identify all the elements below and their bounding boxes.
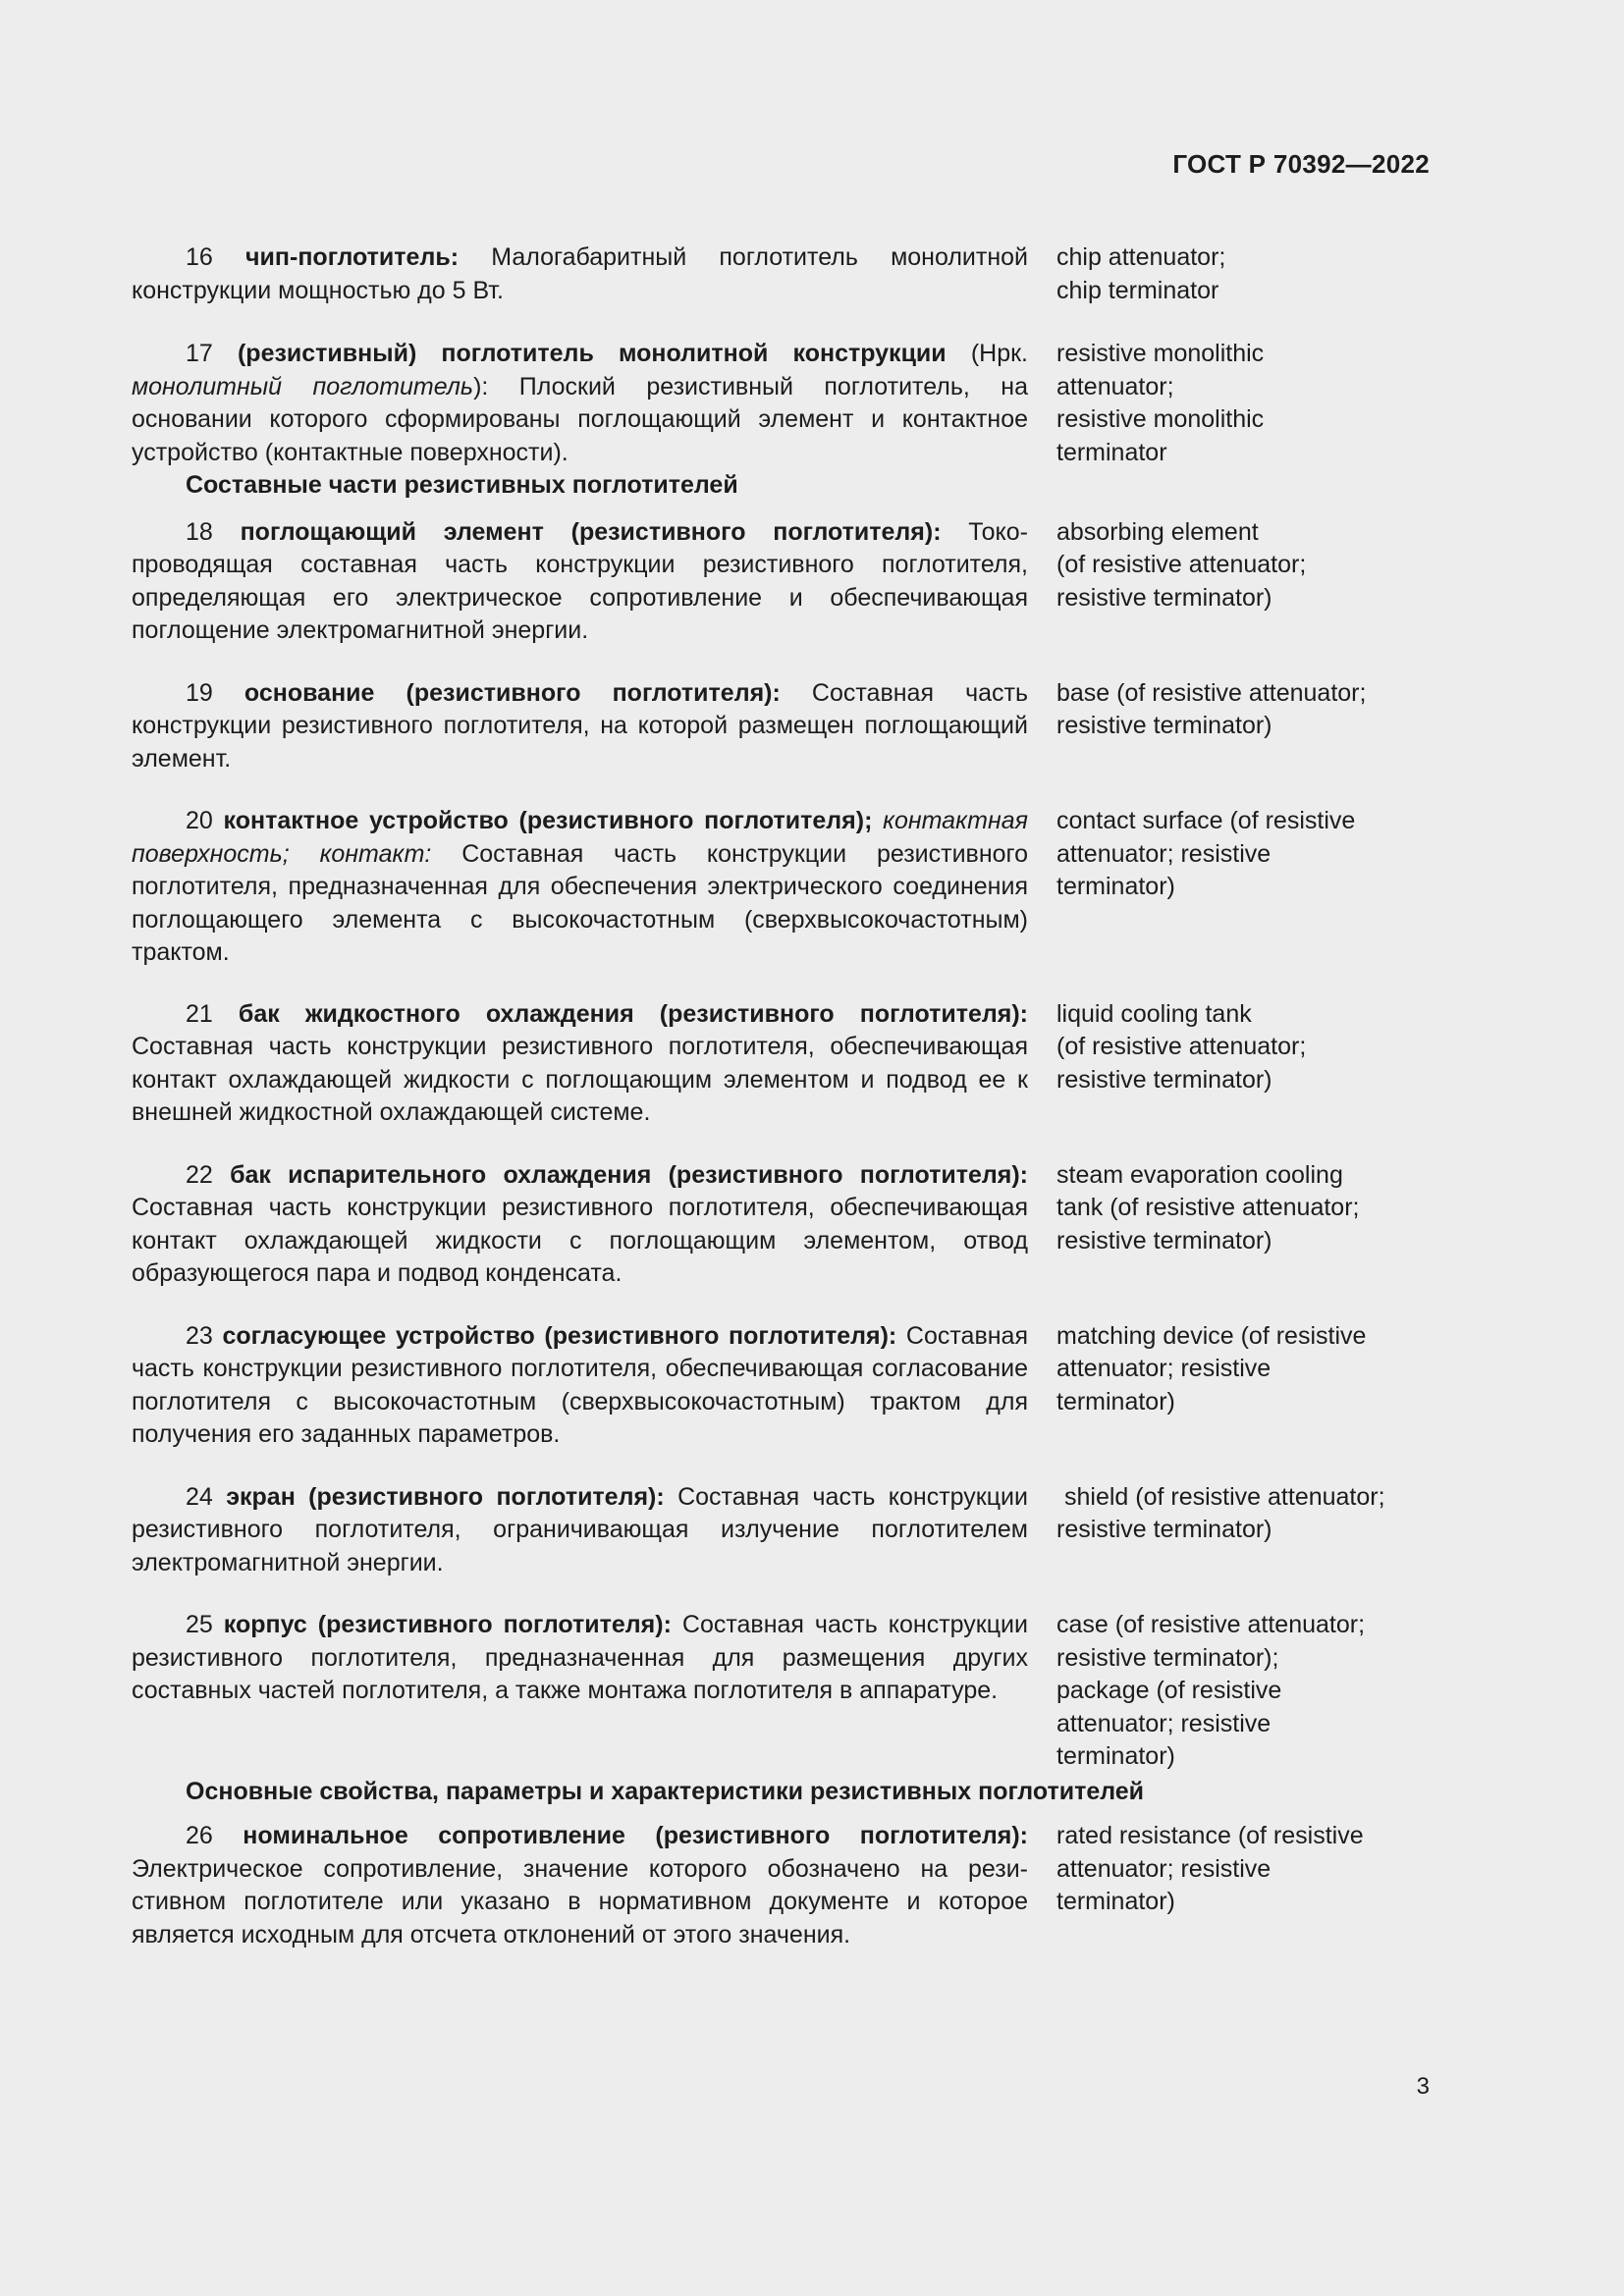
english-line: shield (of resistive attenuator; <box>1064 1482 1385 1511</box>
term-text: Электрическое сопротивление, значение которого обозначено на резистивном поглотителе или указано в нормативном документе и которое является исходным для отсчета отклонений от этого значения. <box>132 1854 1028 1949</box>
term-english-19 <box>1056 677 1430 776</box>
term-title: экран (резистивного поглотителя): <box>226 1482 665 1511</box>
english-line: absorbing element <box>1056 517 1259 546</box>
term-number: 19 <box>186 678 213 707</box>
english-line: attenuator; resistive <box>1056 1854 1272 1883</box>
english-line: resistive monolithic <box>1056 340 1265 367</box>
term-text: Токопроводящая составная часть конструкции резистивного поглотителя, определяющая его электрическое сопротивление и обеспечивающая поглощение электромагнитной энергии. <box>132 517 1028 644</box>
english-line: (of resistive attenuator; <box>1056 551 1307 578</box>
english-line: resistive terminator) <box>1056 1226 1272 1255</box>
term-definition-22 <box>132 1159 1028 1291</box>
english-line: resistive terminator) <box>1056 712 1272 739</box>
term-english-20 <box>1056 805 1430 970</box>
english-line: attenuator; resistive <box>1056 1709 1272 1737</box>
term-text: (Нрк. <box>946 340 1028 367</box>
english-line: steam evaporation cooling <box>1056 1160 1343 1189</box>
english-line: tank (of resistive attenuator; <box>1056 1194 1360 1221</box>
term-title: поглощающий элемент (резистивного поглотителя): <box>240 517 942 546</box>
term-definition-19 <box>132 677 1028 776</box>
term-number: 18 <box>186 517 213 546</box>
english-line: terminator) <box>1056 1888 1175 1915</box>
term-synonym: монолитный поглотитель <box>132 372 474 400</box>
term-number: 24 <box>186 1482 213 1511</box>
english-line: terminator) <box>1056 1742 1175 1770</box>
english-line: chip terminator <box>1056 276 1219 304</box>
terms-content <box>132 241 1430 1951</box>
term-title: (резистивный) поглотитель монолитной конструкции <box>237 340 947 367</box>
term-number: 17 <box>186 340 213 367</box>
term-text: ): Плоский резистивный поглотитель, на основании которого сформированы поглощающий элемент и контактное устройство (контактные поверхности). <box>132 372 1028 466</box>
term-english-23 <box>1056 1320 1430 1452</box>
term-title: бак жидкостного охлаждения (резистивного поглотителя): <box>238 999 1029 1028</box>
term-number: 22 <box>186 1160 213 1189</box>
standard-header: ГОСТ Р 70392—2022 <box>1172 149 1430 179</box>
english-line: resistive terminator) <box>1056 583 1272 612</box>
english-line: terminator <box>1056 438 1167 466</box>
term-entry-22 <box>132 1159 1430 1291</box>
english-line: resistive terminator) <box>1056 1516 1272 1543</box>
term-entry-19 <box>132 677 1430 776</box>
term-definition-21 <box>132 998 1028 1130</box>
term-definition-18 <box>132 516 1028 648</box>
term-english-17 <box>1056 338 1430 469</box>
english-line: (of resistive attenuator; <box>1056 1033 1307 1060</box>
term-entry-18 <box>132 516 1430 648</box>
english-line: terminator) <box>1056 1387 1175 1415</box>
english-line: rated resistance (of resistive <box>1056 1822 1364 1849</box>
english-line: attenuator; <box>1056 372 1174 400</box>
term-synonym: контактная поверхность; контакт: <box>132 807 1028 868</box>
english-line: liquid cooling tank <box>1056 999 1252 1028</box>
term-text: Составная часть конструкции резистивного поглотителя, обеспечивающая контакт охлаждающей жидкости с поглощающим элементом, отвод образующегося пара и подвод конденсата. <box>132 1194 1028 1287</box>
term-text: Составная часть конструкции резистивного поглотителя, предназначенная для обеспечения электрического соединения поглощающего элемента с высокочастотным (сверхвысокочастотным) трактом. <box>132 839 1029 966</box>
term-english-24 <box>1056 1481 1430 1580</box>
term-english-21 <box>1056 998 1430 1130</box>
page-number: 3 <box>1416 2073 1430 2100</box>
term-definition-25 <box>132 1609 1028 1774</box>
term-definition-17 <box>132 338 1028 469</box>
section-heading-properties: Основные свойства, параметры и характеристики резистивных поглотителей <box>186 1777 1145 1805</box>
english-line: chip attenuator; <box>1056 243 1226 271</box>
english-line: resistive monolithic <box>1056 405 1265 433</box>
term-english-26 <box>1056 1820 1430 1951</box>
term-entry-16 <box>132 241 1430 307</box>
term-definition-20 <box>132 805 1028 970</box>
term-definition-16 <box>132 241 1028 307</box>
english-line: attenuator; resistive <box>1056 839 1272 868</box>
term-english-16 <box>1056 241 1430 307</box>
term-title: корпус (резистивного поглотителя): <box>223 1611 672 1638</box>
english-line: package (of resistive <box>1056 1677 1282 1704</box>
term-english-25 <box>1056 1609 1430 1774</box>
english-line: contact surface (of resistive <box>1056 807 1356 834</box>
term-text: Составная часть конструкции резистивного поглотителя, предназначенная для размещения других составных частей поглотителя, а также монтажа поглотителя в аппаратуре. <box>132 1611 1028 1704</box>
term-text: Составная часть конструкции резистивного поглотителя, ограничивающая излучение поглотителем электромагнитной энергии. <box>132 1482 1028 1576</box>
term-entry-26 <box>132 1820 1430 1951</box>
english-line: case (of resistive attenuator; <box>1056 1611 1366 1638</box>
term-number: 20 <box>186 807 213 834</box>
term-title: чип-поглотитель: <box>245 243 460 271</box>
term-title: основание (резистивного поглотителя): <box>244 678 781 707</box>
english-line: resistive terminator); <box>1056 1643 1279 1672</box>
term-number: 16 <box>186 243 213 271</box>
term-entry-21 <box>132 998 1430 1130</box>
term-english-22 <box>1056 1159 1430 1291</box>
english-line: attenuator; resistive <box>1056 1355 1272 1382</box>
english-line: base (of resistive attenuator; <box>1056 678 1367 707</box>
term-title: бак испарительного охлаждения (резистивного поглотителя): <box>230 1160 1028 1189</box>
term-title: номинальное сопротивление (резистивного поглотителя): <box>243 1822 1028 1849</box>
term-number: 23 <box>186 1321 213 1350</box>
term-text: Составная часть конструкции резистивного поглотителя, обеспечивающая контакт охлаждающей жидкости с поглощающим элементом и подвод ее к внешней жидкостной охлаждающей системе. <box>132 1033 1028 1126</box>
english-line: terminator) <box>1056 873 1175 900</box>
term-entry-24 <box>132 1481 1430 1580</box>
term-definition-24 <box>132 1481 1028 1580</box>
term-definition-23 <box>132 1320 1028 1452</box>
term-title: контактное устройство (резистивного поглотителя); <box>223 807 873 834</box>
term-entry-20 <box>132 805 1430 970</box>
term-title: согласующее устройство (резистивного поглотителя): <box>222 1321 897 1350</box>
term-text: Составная часть конструкции резистивного поглотителя, на которой размещен поглощающий элемент. <box>132 678 1028 773</box>
term-entry-25 <box>132 1609 1430 1774</box>
term-entry-23 <box>132 1320 1430 1452</box>
term-english-18 <box>1056 516 1430 648</box>
term-text: Составная часть конструкции резистивного поглотителя, обеспечивающая согласование поглотителя с высокочастотным (сверхвысокочастотным) трактом для получения его заданных параметров. <box>132 1321 1028 1448</box>
term-definition-26 <box>132 1820 1028 1951</box>
english-line: resistive terminator) <box>1056 1065 1272 1094</box>
term-number: 26 <box>186 1822 213 1849</box>
term-entry-17 <box>132 338 1430 469</box>
term-number: 21 <box>186 999 213 1028</box>
term-number: 25 <box>186 1611 213 1638</box>
term-text: Малогабаритный поглотитель монолитной конструкции мощностью до 5 Вт. <box>132 243 1029 304</box>
section-heading-parts: Составные части резистивных поглотителей <box>186 471 738 499</box>
english-line: matching device (of resistive <box>1056 1321 1367 1350</box>
